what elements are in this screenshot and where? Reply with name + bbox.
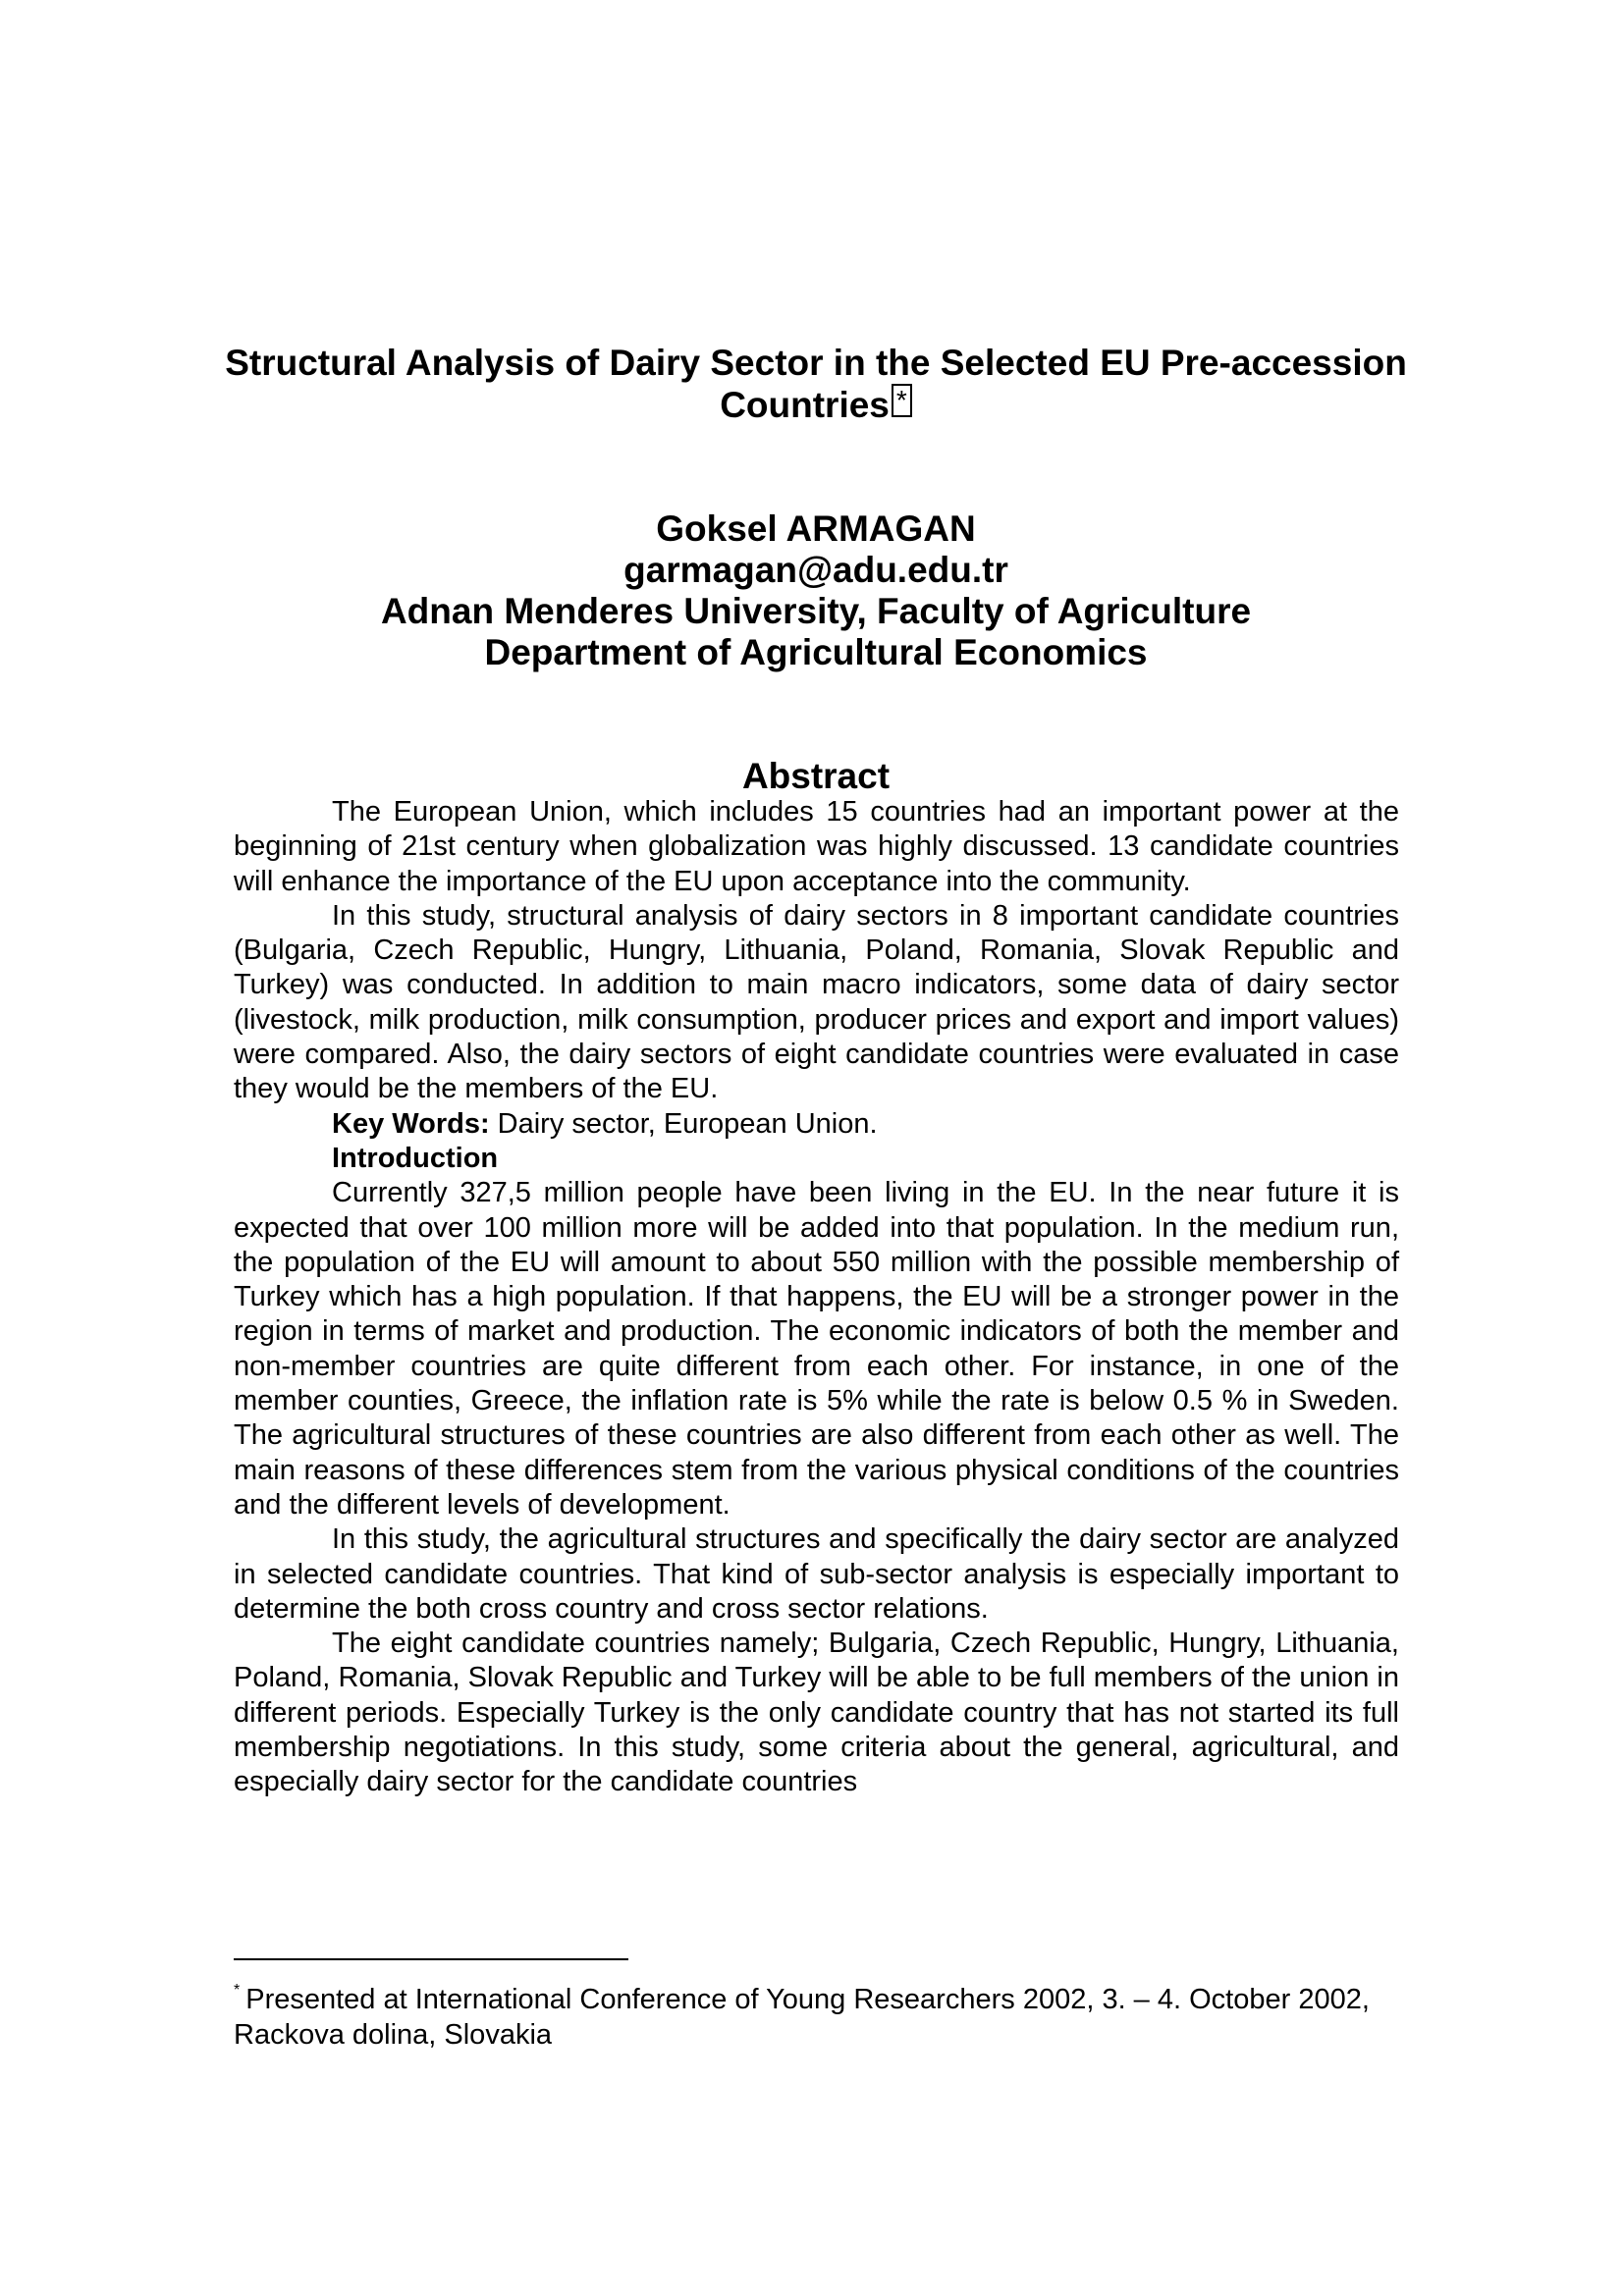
- body-text: [234, 795, 1399, 1800]
- title-line-2: [196, 384, 1435, 426]
- author-block: [196, 508, 1435, 673]
- footnote-text: Presented at International Conference of Young Researchers 2002, 3. – 4. October 2002, Rackova dolina, Slovakia: [234, 1984, 1370, 2051]
- abstract-paragraph-2: In this study, structural analysis of dairy sectors in 8 important candidate countries (Bulgaria, Czech Republic, Hungry, Lithuania, Poland, Romania, Slovak Republic and Turkey) was conducted. In addition to main macro indicators, some data of dairy sector (livestock, milk production, milk consumption, producer prices and export and import values) were compared. Also, the dairy sectors of eight candidate countries were evaluated in case they would be the members of the EU.: [234, 899, 1399, 1105]
- introduction-heading-text: Introduction: [332, 1142, 499, 1174]
- paper-title: [196, 342, 1435, 426]
- introduction-paragraph-2: In this study, the agricultural structures and specifically the dairy sector are analyzed in selected candidate countries. That kind of sub-sector analysis is especially important to determine the both cross country and cross sector relations.: [234, 1523, 1399, 1625]
- introduction-heading: [234, 1142, 1399, 1176]
- abstract-heading: Abstract: [741, 756, 891, 796]
- author-affiliation-university: Adnan Menderes University, Faculty of Agriculture: [380, 591, 1252, 631]
- footnote-divider: [234, 1958, 628, 1960]
- author-email[interactable]: garmagan@adu.edu.tr: [623, 550, 1008, 590]
- title-line-1: Structural Analysis of Dairy Sector in the Selected EU Pre-accession: [225, 343, 1407, 383]
- introduction-paragraph-1: Currently 327,5 million people have been living in the EU. In the near future it is expected that over 100 million more will be added into that population. In the medium run, the population of the EU will amount to about 550 million with the possible membership of Turkey which has a high population. If that happens, the EU will be a stronger power in the region in terms of market and production. The economic indicators of both the member and non-member countries are quite different from each other. For instance, in one of the member counties, Greece, the inflation rate is 5% while the rate is below 0.5 % in Sweden. The agricultural structures of these countries are also different from each other as well. The main reasons of these differences stem from the various physical conditions of the countries and the different levels of development.: [234, 1177, 1399, 1521]
- footnote-mark: *: [234, 1982, 241, 1999]
- keywords-text: Dairy sector, European Union.: [489, 1107, 878, 1140]
- introduction-paragraph-3: The eight candidate countries namely; Bulgaria, Czech Republic, Hungry, Lithuania, Poland, Romania, Slovak Republic and Turkey will be able to be full members of the union in different periods. Especially Turkey is the only candidate country that has not started its full membership negotiations. In this study, some criteria about the general, agricultural, and especially dairy sector for the candidate countries: [234, 1628, 1399, 1798]
- title-line-2-text: Countries: [720, 385, 890, 425]
- title-footnote-mark[interactable]: *: [892, 384, 912, 417]
- keywords-label: Key Words:: [332, 1107, 490, 1140]
- author-name: Goksel ARMAGAN: [656, 508, 976, 549]
- keywords-line: [234, 1107, 1399, 1142]
- abstract-paragraph-1: The European Union, which includes 15 countries had an important power at the beginning of 21st century when globalization was highly discussed. 13 candidate countries will enhance the importance of the EU upon acceptance into the community.: [234, 796, 1399, 897]
- footnote: [234, 1973, 1399, 2053]
- author-affiliation-department: Department of Agricultural Economics: [484, 632, 1148, 672]
